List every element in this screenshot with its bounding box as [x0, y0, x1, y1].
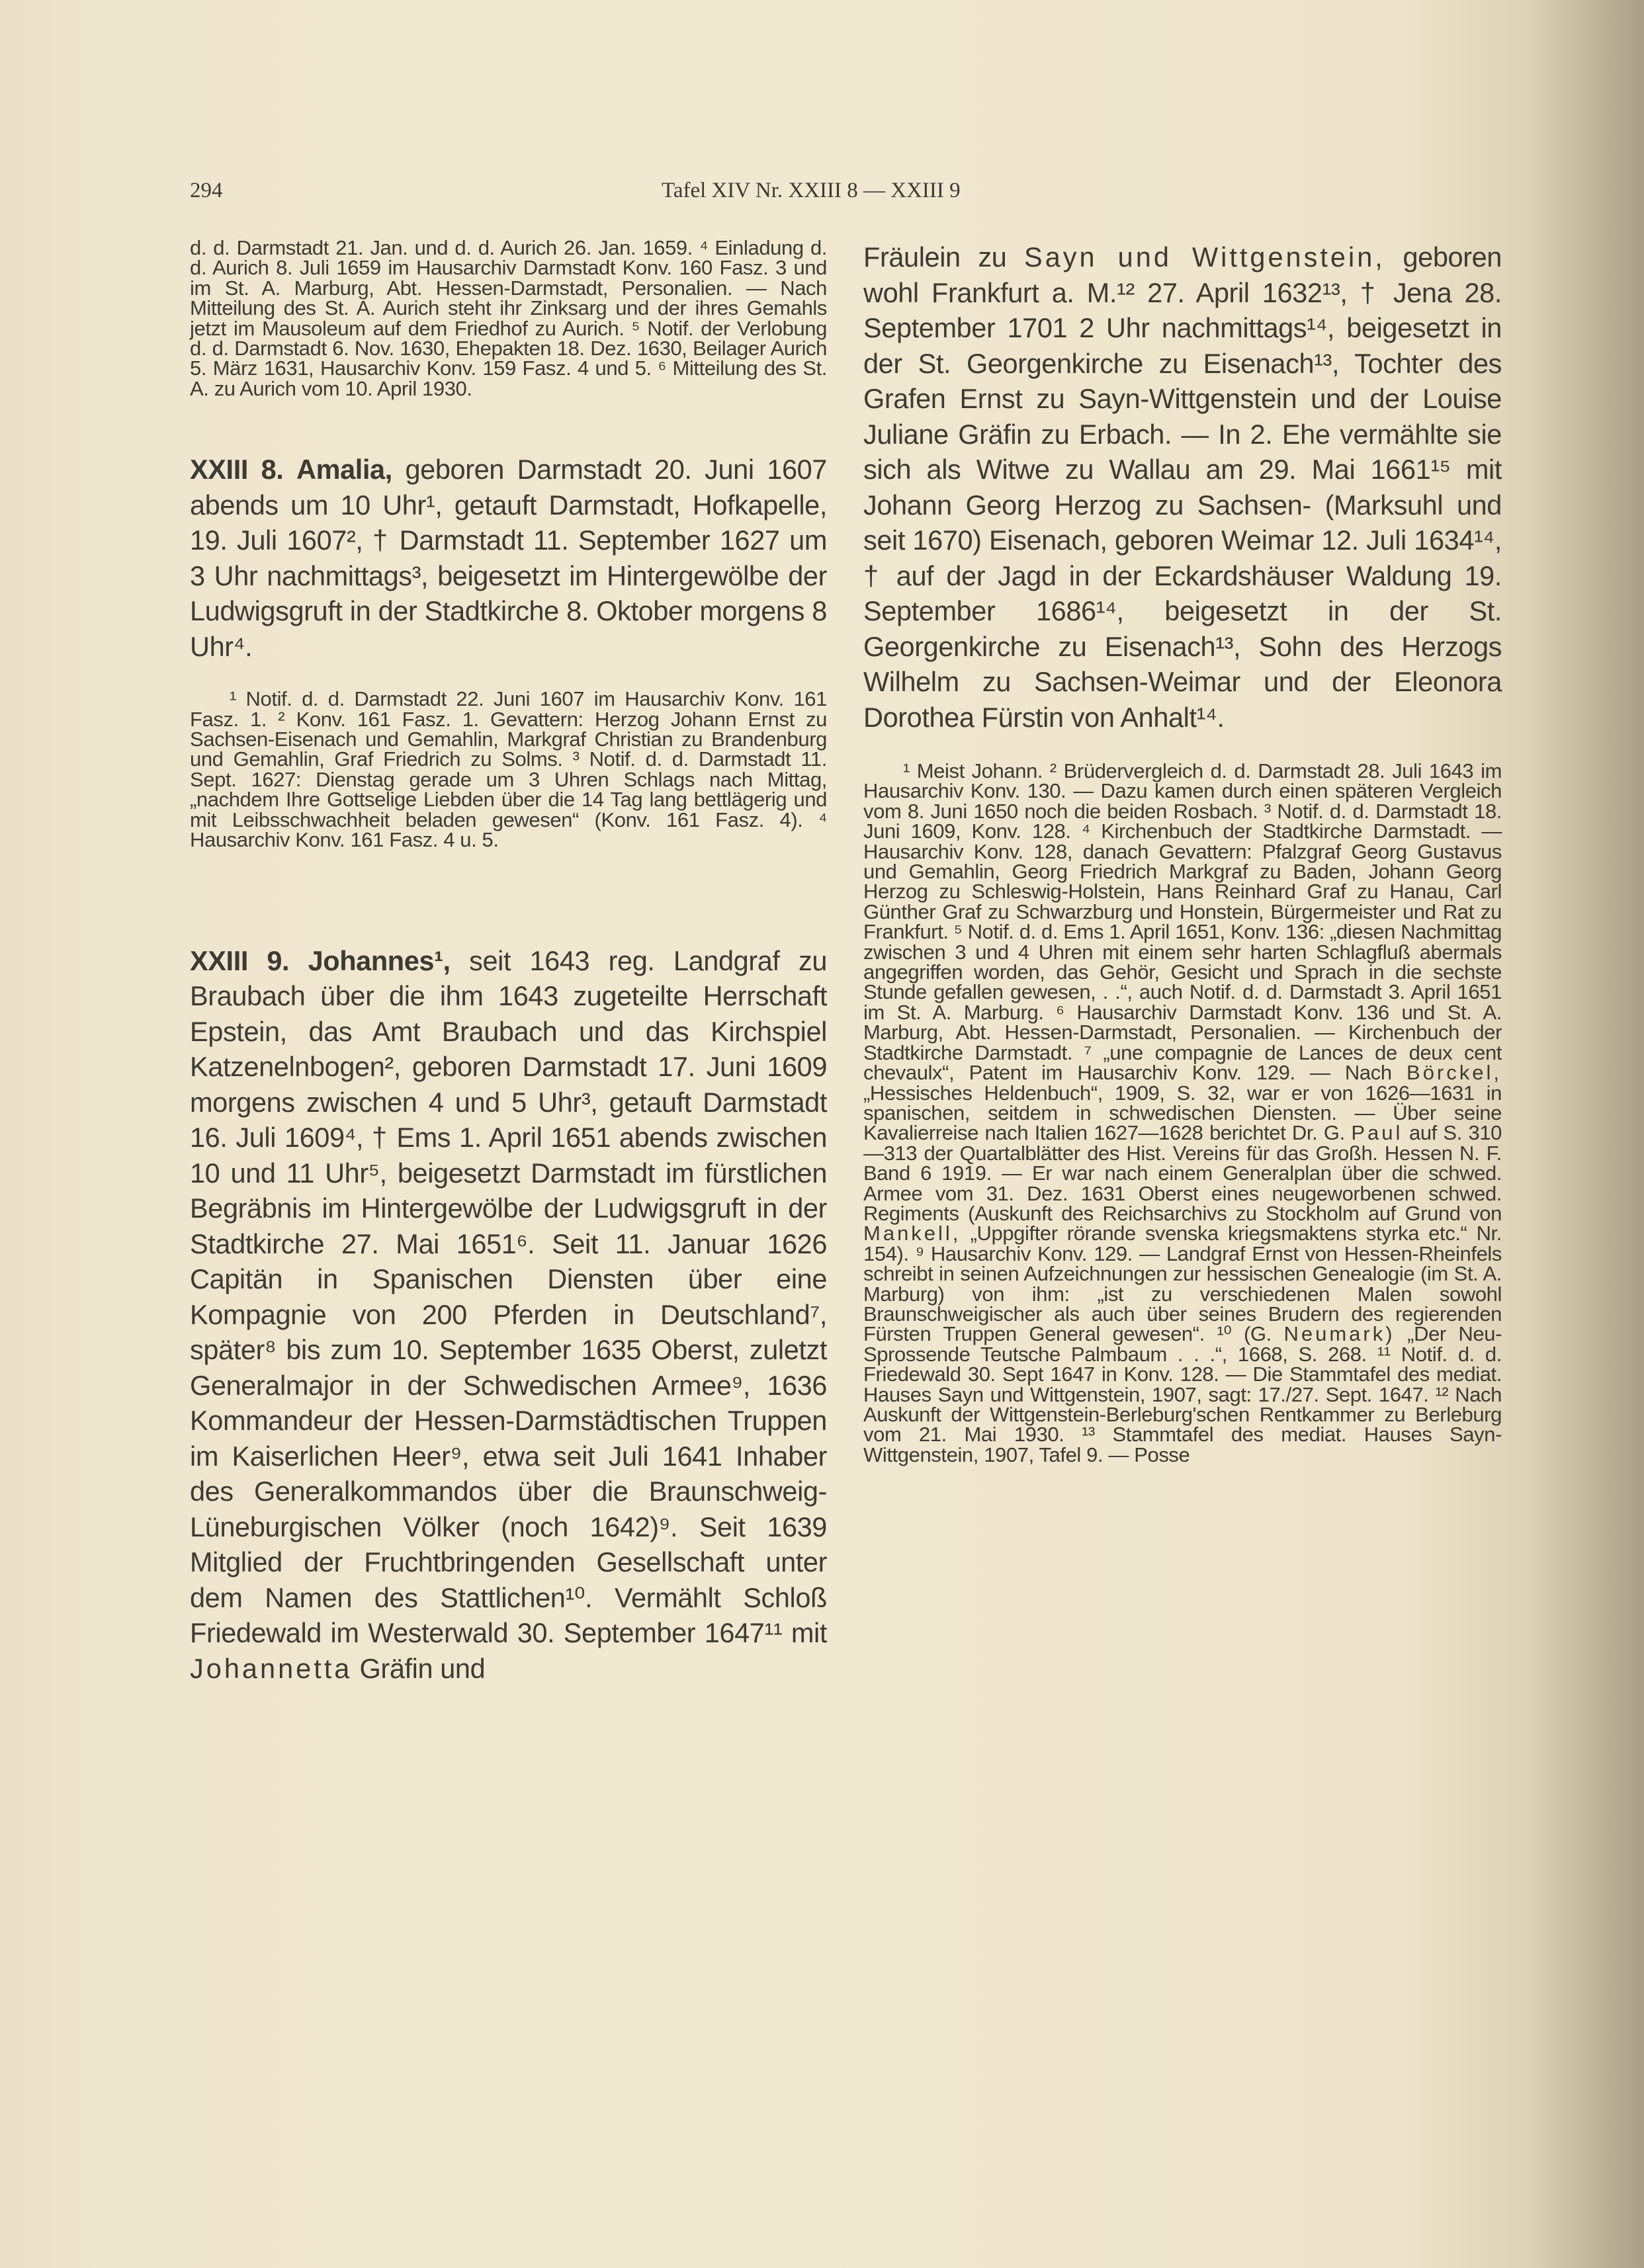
author-borckel: Börckel, [1406, 1061, 1502, 1085]
page-header [190, 179, 1057, 205]
entry-text: geboren Darmstadt 20. Juni 1607 abends um 10 Uhr¹, getauft Darmstadt, Hofkapelle, 19. Juli 1607², † Darmstadt 11. September 1627 um 3 Uhr nachmittags³, beigesetzt im Hintergewölbe der Ludwigsgruft in der Stadtkirche 8. Oktober morgens 8 Uhr⁴. [190, 454, 827, 662]
author-paul: Paul [1351, 1121, 1403, 1145]
entry-name: Johannes¹, [308, 945, 451, 976]
entry-text-start: Fräulein zu [863, 241, 1007, 273]
entry-xxiii-9 [190, 943, 827, 1687]
right-column [863, 239, 1502, 1465]
footnotes-5-7: ⁵ Notif. d. d. Ems 1. April 1651, Konv. 136: „diesen Nachmittag zwischen 3 und 4 Uhren mit einem sehr harten Schlagfluß abermals angegriffen worden, das Gehör, Gesicht und Sprach in die sechste Stunde gefallen gewesen, . .“, auch Notif. d. d. Darmstadt 3. April 1651 im St. A. Marburg. ⁶ Hausarchiv Darmstadt Konv. 136 und St. A. Marburg, Abt. Hessen-Darmstadt, Personalien. — Kirchenbuch der Stadtkirche Darmstadt. ⁷ „une compagnie de Lances de deux cent chevaulx“, Patent im Hausarchiv Konv. 129. — Nach [863, 920, 1502, 1085]
running-head: Tafel XIV Nr. XXIII 8 — XXIII 9 [662, 179, 961, 202]
entry-text-end: Gräfin und [359, 1652, 486, 1684]
footnotes-8-9: „Uppgifter rörande svenska kriegsmaktens styrka etc.“ Nr. 154). ⁹ Hausarchiv Konv. 129. — Landgraf Ernst von Hessen-Rheinfels schreibt in seinen Aufzeichnungen zur hessischen Genealogie (im St. A. Marburg) von ihm: „ist zu verschiedenen Malen sowohl Braunschweigischer als auch über seines Brudern des regierenden Fürsten Truppen General gewesen“. ¹⁰ (G. [863, 1222, 1502, 1346]
spouse-house: Sayn und Wittgenstein, [1024, 241, 1385, 273]
entry-text: geboren wohl Frankfurt a. M.¹² 27. April 1632¹³, † Jena 28. September 1701 2 Uhr nachmittags¹⁴, beigesetzt in der St. Georgenkirche zu Eisenach¹³, Tochter des Grafen Ernst zu Sayn-Wittgenstein und der Louise Juliane Gräfin zu Erbach. — In 2. Ehe vermählte sie sich als Witwe zu Wallau am 29. Mai 1661¹⁵ mit Johann Georg Herzog zu Sachsen- (Marksuhl und seit 1670) Eisenach, geboren Weimar 12. Juli 1634¹⁴, † auf der Jagd in der Eckardshäuser Waldung 19. September 1686¹⁴, beigesetzt in der St. Georgenkirche zu Eisenach¹³, Sohn des Herzogs Wilhelm zu Sachsen-Weimar und der Eleonora Dorothea Fürstin von Anhalt¹⁴. [863, 241, 1502, 733]
entry-xxiii-8-footnotes: ¹ Notif. d. d. Darmstadt 22. Juni 1607 im Hausarchiv Konv. 161 Fasz. 1. ² Konv. 161 Fasz. 1. Gevattern: Herzog Johann Ernst zu Sachsen-Eisenach und Gemahlin, Markgraf Christian zu Brandenburg und Gemahlin, Graf Friedrich zu Solms. ³ Notif. d. d. Darmstadt 11. Sept. 1627: Dienstag gerade um 3 Uhren Schlags nach Mittag, „nachdem Ihre Gottselige Liebden über die 14 Tag lang bettlägerig und mit Leibsschwachheit beladen gewesen“ (Konv. 161 Fasz. 4). ⁴ Hausarchiv Konv. 161 Fasz. 4 u. 5. [190, 687, 827, 852]
entry-name: Amalia, [296, 454, 392, 485]
entry-number: XXIII 9. [190, 945, 290, 976]
entry-xxiii-9-continued [863, 239, 1502, 735]
entry-number: XXIII 8. [190, 454, 284, 485]
entry-xxiii-9-footnotes [863, 761, 1502, 1465]
entry-xxiii-8 [190, 452, 827, 664]
entry-text: seit 1643 reg. Landgraf zu Braubach über die ihm 1643 zugeteilte Herrschaft Epstein, das Amt Braubach und das Kirchspiel Katzenelnbogen², geboren Darmstadt 17. Juni 1609 morgens zwischen 4 und 5 Uhr³, getauft Darmstadt 16. Juli 1609⁴, † Ems 1. April 1651 abends zwischen 10 und 11 Uhr⁵, beigesetzt Darmstadt im fürstlichen Begräbnis im Hintergewölbe der Ludwigsgruft in der Stadtkirche 27. Mai 1651⁶. Seit 11. Januar 1626 Capitän in Spanischen Diensten über eine Kompagnie von 200 Pferden in Deutschland⁷, später⁸ bis zum 10. September 1635 Oberst, zuletzt Generalmajor in der Schwedischen Armee⁹, 1636 Kommandeur der Hessen-Darmstädtischen Truppen im Kaiserlichen Heer⁹, etwa seit Juli 1641 Inhaber des Generalkommandos über die Braunschweig-Lüneburgischen Völker (noch 1642)⁹. Seit 1639 Mitglied der Fruchtbringenden Gesellschaft unter dem Namen des Stattlichen¹⁰. Vermählt Schloß Friedewald im Westerwald 30. September 1647¹¹ mit [190, 945, 827, 1648]
carryover-footnotes: d. d. Darmstadt 21. Jan. und d. d. Aurich 26. Jan. 1659. ⁴ Einladung d. d. Aurich 8. Juli 1659 im Hausarchiv Darmstadt Konv. 160 Fasz. 3 und im St. A. Marburg, Abt. Hessen-Darmstadt, Personalien. — Nach Mitteilung des St. A. Aurich steht ihr Zinksarg und der ihres Gemahls jetzt im Mausoleum auf dem Friedhof zu Aurich. ⁵ Notif. der Verlobung d. d. Darmstadt 6. Nov. 1630, Ehepakten 18. Dez. 1630, Beilager Aurich 5. März 1631, Hausarchiv Konv. 159 Fasz. 4 und 5. ⁶ Mitteilung des St. A. zu Aurich vom 10. April 1930. [190, 236, 827, 400]
footnotes-1-4: ¹ Meist Johann. ² Brüdervergleich d. d. Darmstadt 28. Juli 1643 im Hausarchiv Konv. 130. — Dazu kamen durch einen späteren Vergleich vom 8. Juni 1650 noch die beiden Rosbach. ³ Notif. d. d. Darmstadt 18. Juni 1609, Konv. 128. ⁴ Kirchenbuch der Stadtkirche Darmstadt. — Hausarchiv Konv. 128, danach Gevattern: Pfalzgraf Georg Gustavus und Gemahlin, Georg Friedrich Markgraf zu Baden, Johann Georg Herzog zu Schleswig-Holstein, Hans Reinhard Graf zu Hanau, Carl Günther Graf zu Schwarzburg und Honstein, Bürgermeister und Rat zu Frankfurt. [863, 759, 1502, 944]
author-mankell: Mankell, [863, 1222, 961, 1245]
page-number: 294 [190, 179, 223, 202]
author-neumark: Neumark) [1283, 1322, 1395, 1346]
footnotes-10-13: „Der Neu-Sprossende Teutsche Palmbaum . . .“, 1668, S. 268. ¹¹ Notif. d. d. Friedewald 30. Sept 1647 in Konv. 128. — Die Stammtafel des mediat. Hauses Sayn und Wittgenstein, 1907, sagt: 17./27. Sept. 1647. ¹² Nach Auskunft der Wittgenstein-Berleburg'schen Rentkammer zu Berleburg vom 21. Mai 1930. ¹³ Stammtafel des mediat. Hauses Sayn-Wittgenstein, 1907, Tafel 9. — Posse [863, 1322, 1502, 1466]
left-column [190, 238, 827, 1686]
spouse-name: Johannetta [190, 1652, 353, 1684]
footnote-7-cont: „Hessisches Heldenbuch“, 1909, S. 32, war er von 1626—1631 in spanischen, seitdem in schwedischen Diensten. — Über seine Kavalierreise nach Italien 1627—1628 berichtet Dr. G. [863, 1081, 1502, 1145]
footnote-7-cont2: auf S. 310—313 der Quartalblätter des Hist. Vereins für das Großh. Hessen N. F. Band 6 1919. — Er war nach einem Generalplan über die schwed. Armee vom 31. Dez. 1631 Oberst eines neugeworbenen schwed. Regiments (Auskunft des Reichsarchivs zu Stockholm auf Grund von [863, 1121, 1502, 1225]
